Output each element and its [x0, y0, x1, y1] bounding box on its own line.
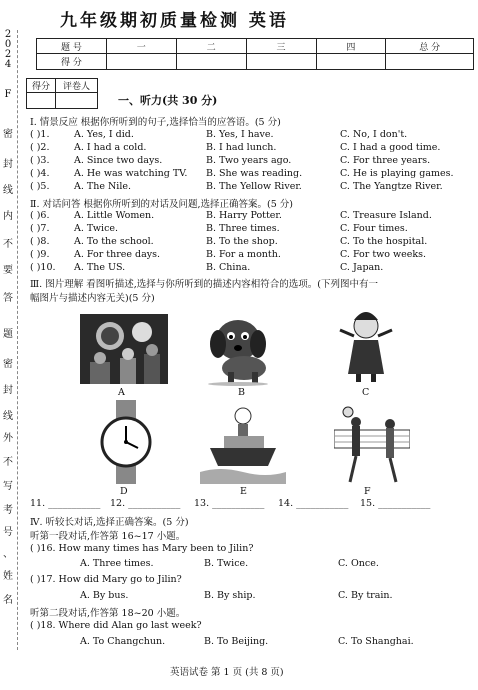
- option-18a[interactable]: A. To Changchun.: [80, 636, 166, 647]
- sidebar-char: 答: [3, 293, 13, 304]
- sidebar-year-digit: 4: [4, 59, 12, 70]
- q-option-a[interactable]: A. The US.: [74, 262, 126, 273]
- q-option-c[interactable]: C. He is playing games.: [340, 168, 454, 179]
- option-18c[interactable]: C. To Shanghai.: [338, 636, 414, 647]
- q-option-b[interactable]: B. To the shop.: [206, 236, 278, 247]
- sidebar-char: 密: [3, 359, 13, 370]
- grader-table: [26, 78, 98, 109]
- q-option-b[interactable]: B. Harry Potter.: [206, 210, 282, 221]
- sidebar-year-digit: 2: [4, 29, 12, 40]
- question-row: [30, 155, 476, 168]
- q-question-number: ( )4.: [30, 168, 50, 179]
- q-option-a[interactable]: A. Twice.: [74, 223, 119, 234]
- q-option-a[interactable]: A. Yes, I did.: [74, 129, 134, 140]
- question-row: [30, 129, 476, 142]
- question-row: [30, 181, 476, 194]
- question-row: [30, 142, 476, 155]
- answer-blank-14[interactable]: 14. ___________: [278, 498, 349, 509]
- sidebar-char: 考: [3, 505, 13, 516]
- picture-label-e: E: [240, 486, 247, 497]
- q-option-b[interactable]: B. Two years ago.: [206, 155, 292, 166]
- question-17: ( )17. How did Mary go to Jilin?: [30, 574, 182, 585]
- score-row-label: 得 分: [37, 54, 107, 70]
- score-header: 总 分: [386, 39, 474, 54]
- answer-blank-13[interactable]: 13. ___________: [194, 498, 265, 509]
- picture-e-ship: [200, 404, 286, 484]
- grader-score-label: 得分: [27, 79, 56, 93]
- sidebar-char: 不: [3, 239, 13, 250]
- option-17b[interactable]: B. By ship.: [204, 590, 256, 601]
- q-option-b[interactable]: B. Yes, I have.: [206, 129, 274, 140]
- score-table: [36, 38, 474, 70]
- q-option-c[interactable]: C. Treasure Island.: [340, 210, 432, 221]
- section-3-title-cont: 幅图片与描述内容无关)(5 分): [30, 293, 155, 304]
- picture-label-a: A: [118, 387, 125, 398]
- question-row: [30, 249, 476, 262]
- grader-score-cell[interactable]: [27, 93, 56, 109]
- option-17c[interactable]: C. By train.: [338, 590, 393, 601]
- option-18b[interactable]: B. To Beijing.: [204, 636, 269, 647]
- q-option-a[interactable]: A. Little Women.: [74, 210, 155, 221]
- q-option-c[interactable]: C. Japan.: [340, 262, 384, 273]
- sidebar-char: 封: [3, 385, 13, 396]
- sidebar-char: 不: [3, 457, 13, 468]
- q-option-a[interactable]: A. I had a cold.: [74, 142, 147, 153]
- question-row: [30, 223, 476, 236]
- q-option-a[interactable]: A. The Nile.: [74, 181, 132, 192]
- q-option-c[interactable]: C. For two weeks.: [340, 249, 427, 260]
- section-3-title: Ⅲ. 图片理解 看图听描述,选择与你所听到的描述内容相符合的选项。(下列图中有一: [30, 279, 378, 290]
- score-cell[interactable]: [316, 54, 386, 70]
- option-16b[interactable]: B. Twice.: [204, 558, 249, 569]
- picture-c-girl-waving: [332, 300, 402, 384]
- q-option-a[interactable]: A. Since two days.: [74, 155, 163, 166]
- q-option-b[interactable]: B. For a month.: [206, 249, 281, 260]
- answer-blank-11[interactable]: 11. ___________: [30, 498, 101, 509]
- q-option-b[interactable]: B. Three times.: [206, 223, 280, 234]
- sidebar-char: 号: [3, 527, 13, 538]
- q-option-c[interactable]: C. No, I don't.: [340, 129, 408, 140]
- q-option-a[interactable]: A. He was watching TV.: [74, 168, 188, 179]
- answer-blank-12[interactable]: 12. ___________: [110, 498, 181, 509]
- sidebar-char: 封: [3, 159, 13, 170]
- option-17a[interactable]: A. By bus.: [80, 590, 129, 601]
- sidebar-char: F: [4, 89, 12, 100]
- cut-line: [17, 30, 19, 650]
- section-2-title: Ⅱ. 对话问答 根据你所听到的对话及问题,选择正确答案。(5 分): [30, 199, 294, 210]
- q-option-c[interactable]: C. Four times.: [340, 223, 408, 234]
- q-option-b[interactable]: B. The Yellow River.: [206, 181, 302, 192]
- q-option-b[interactable]: B. She was reading.: [206, 168, 303, 179]
- option-16a[interactable]: A. Three times.: [80, 558, 154, 569]
- score-header: 二: [176, 39, 246, 54]
- q-option-b[interactable]: B. I had lunch.: [206, 142, 277, 153]
- q-question-number: ( )9.: [30, 249, 50, 260]
- score-header: 题 号: [37, 39, 107, 54]
- q-question-number: ( )6.: [30, 210, 50, 221]
- q-question-number: ( )2.: [30, 142, 50, 153]
- q-question-number: ( )10.: [30, 262, 56, 273]
- sidebar-char: 要: [3, 265, 13, 276]
- question-16: ( )16. How many times has Mary been to Jilin?: [30, 543, 254, 554]
- q-option-c[interactable]: C. To the hospital.: [340, 236, 428, 247]
- dialogue-1-instruction: 听第一段对话,作答第 16~17 小题。: [30, 531, 186, 542]
- score-header: 一: [106, 39, 176, 54]
- section-4-title: Ⅳ. 听较长对话,选择正确答案。(5 分): [30, 517, 189, 528]
- sidebar-char: 名: [3, 595, 13, 606]
- sidebar-char: 内: [3, 211, 13, 222]
- q-option-a[interactable]: A. To the school.: [74, 236, 154, 247]
- sidebar-char: 线: [3, 185, 13, 196]
- sidebar-char: 外: [3, 433, 13, 444]
- sidebar-char: 线: [3, 411, 13, 422]
- score-header: 四: [316, 39, 386, 54]
- part-title: 一、听力(共 30 分): [118, 94, 218, 107]
- question-row: [30, 210, 476, 223]
- sidebar-char: 写: [3, 481, 13, 492]
- page-title: 九年级期初质量检测 英语: [60, 11, 289, 31]
- picture-f-volleyball: [334, 404, 410, 484]
- score-header: 三: [246, 39, 316, 54]
- q-option-c[interactable]: C. For three years.: [340, 155, 431, 166]
- q-option-c[interactable]: C. I had a good time.: [340, 142, 441, 153]
- question-row: [30, 262, 476, 275]
- answer-blank-15[interactable]: 15. ___________: [360, 498, 431, 509]
- grader-name-label: 评卷人: [56, 79, 98, 93]
- picture-b-dog: [198, 310, 278, 386]
- sidebar-char: 、: [3, 549, 13, 560]
- score-cell[interactable]: [386, 54, 474, 70]
- q-option-a[interactable]: A. For three days.: [74, 249, 161, 260]
- picture-label-b: B: [238, 387, 245, 398]
- sidebar-year-digit: 0: [4, 39, 12, 50]
- question-list-2: [30, 210, 476, 275]
- question-row: [30, 236, 476, 249]
- q-option-b[interactable]: B. China.: [206, 262, 251, 273]
- q-question-number: ( )3.: [30, 155, 50, 166]
- q-question-number: ( )7.: [30, 223, 50, 234]
- q-option-c[interactable]: C. The Yangtze River.: [340, 181, 443, 192]
- score-cell[interactable]: [176, 54, 246, 70]
- sidebar-char: 密: [3, 129, 13, 140]
- picture-label-d: D: [120, 486, 128, 497]
- q-question-number: ( )1.: [30, 129, 50, 140]
- dialogue-2-instruction: 听第二段对话,作答第 18~20 小题。: [30, 608, 186, 619]
- question-row: [30, 168, 476, 181]
- picture-label-c: C: [362, 387, 370, 398]
- sidebar-year-digit: 2: [4, 49, 12, 60]
- question-18: ( )18. Where did Alan go last week?: [30, 620, 202, 631]
- picture-a-cinema: [80, 314, 168, 384]
- section-1-title: Ⅰ. 情景反应 根据你所听到的句子,选择恰当的应答语。(5 分): [30, 117, 281, 128]
- sidebar-char: 姓: [3, 571, 13, 582]
- grader-name-cell[interactable]: [56, 93, 98, 109]
- question-list-1: [30, 129, 476, 194]
- picture-label-f: F: [364, 486, 371, 497]
- score-cell[interactable]: [106, 54, 176, 70]
- picture-d-watch: [96, 400, 156, 484]
- option-16c[interactable]: C. Once.: [338, 558, 379, 569]
- sidebar-char: 题: [3, 329, 13, 340]
- score-cell[interactable]: [246, 54, 316, 70]
- page-footer: 英语试卷 第 1 页 (共 8 页): [170, 667, 284, 678]
- q-question-number: ( )5.: [30, 181, 50, 192]
- q-question-number: ( )8.: [30, 236, 50, 247]
